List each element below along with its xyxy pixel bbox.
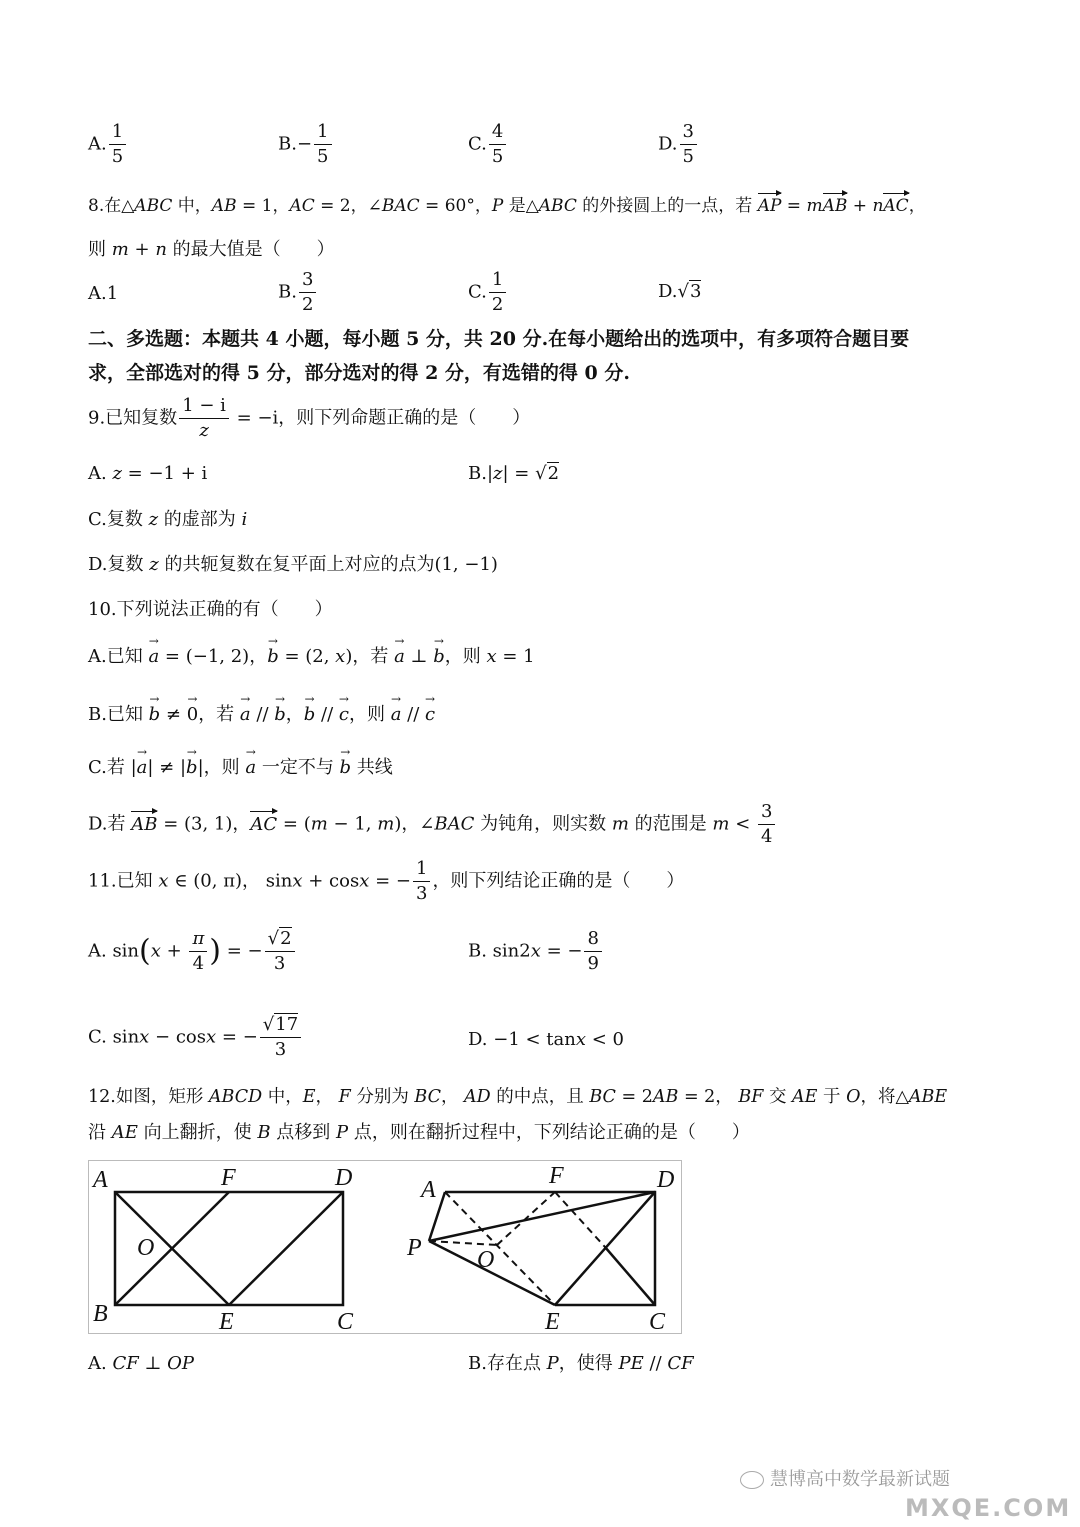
dashed-f-mid xyxy=(555,1192,605,1247)
q10-option-c: C.若 |→ a| ≠ |→ b|，则 → a 一定不与 → b 共线 xyxy=(88,759,393,777)
q7-option-b: B.− $\frac{1}{5}$ xyxy=(278,123,334,166)
wechat-icon xyxy=(740,1471,764,1489)
segment-fc xyxy=(605,1247,655,1305)
q12-option-b: B.存在点 P，使得 PE // CF xyxy=(468,1353,694,1374)
q9-option-a: A. z = −1 + i xyxy=(88,463,208,484)
q9-stem: 9.已知复数 $\frac{1 - i}{z}$ = −i，则下列命题正确的是（ ） xyxy=(88,395,531,441)
label-o-right: O xyxy=(477,1247,495,1273)
q7-option-a: A. $\frac{1}{5}$ xyxy=(88,123,128,166)
label-o-left: O xyxy=(137,1235,155,1261)
q8-option-b: B. $\frac{3}{2}$ xyxy=(278,271,318,314)
label-b-left: B xyxy=(93,1301,108,1327)
label-d-left: D xyxy=(335,1165,353,1191)
q11-stem: 11.已知 x ∈ (0, π)， sinx + cosx = − $\frac{1}{3}$ ，则下列结论正确的是（ ） xyxy=(88,858,685,904)
section2-heading-line2: 求，全部选对的得 5 分，部分选对的得 2 分，有选错的得 0 分. xyxy=(88,362,630,384)
label-c-right: C xyxy=(649,1309,666,1333)
segment-ed xyxy=(229,1192,343,1305)
section2-heading-line1: 二、多选题：本题共 4 小题，每小题 5 分，共 20 分.在每小题给出的选项中，有多项符合题目要 xyxy=(88,328,910,350)
site-logo-watermark: MXQE.COM xyxy=(905,1494,1072,1522)
label-f-left: F xyxy=(221,1165,236,1191)
wechat-watermark: 慧博高中数学最新试题 xyxy=(740,1465,950,1491)
q8-option-a: A.1 xyxy=(88,283,119,304)
q10-option-a: A.已知 → a = (−1, 2)，→ b = (2, x)，若 → a ⊥ → b，则 x = 1 xyxy=(88,648,535,666)
label-e-left: E xyxy=(219,1309,234,1333)
q12-figure xyxy=(88,1160,682,1334)
q12-stem-line1: 12.如图，矩形 ABCD 中，E， F 分别为 BC， AD 的中点，且 BC = 2AB = 2， BF 交 AE 于 O，将△ABE xyxy=(88,1087,948,1107)
dashed-po xyxy=(429,1241,497,1245)
dashed-ae xyxy=(445,1192,555,1305)
q8-option-d: D.√3 xyxy=(658,281,702,302)
q8-stem-line2: 则 m + n 的最大值是（ ） xyxy=(88,239,335,260)
segment-pd xyxy=(429,1192,655,1241)
q9-option-c: C.复数 z 的虚部为 i xyxy=(88,509,248,530)
q12-stem-line2: 沿 AE 向上翻折，使 B 点移到 P 点，则在翻折过程中，下列结论正确的是（ ） xyxy=(88,1122,750,1143)
label-a-right: A xyxy=(421,1177,436,1203)
q11-option-b: B. sin2x = − $\frac{8}{9}$ xyxy=(468,930,604,973)
q12-option-a: A. CF ⊥ OP xyxy=(88,1353,194,1374)
q11-option-a: A. sin(x + $\frac{\pi}{4}$ ) = − $\frac{√2}{3}$ xyxy=(88,930,297,973)
dashed-of xyxy=(497,1192,555,1245)
q10-option-b: B.已知 → b ≠ → 0，若 → a // → b，→ b // → c，则 → a // → c xyxy=(88,706,435,724)
label-c-left: C xyxy=(337,1309,354,1333)
label-a-left: A xyxy=(93,1167,108,1193)
q8-option-c: C. $\frac{1}{2}$ xyxy=(468,271,508,314)
label-p-right: P xyxy=(407,1235,422,1261)
q8-stem-line1: 8.在△ABC 中，AB = 1，AC = 2，∠BAC = 60°，P 是△ABC 的外接圆上的一点，若 AP = mAB + nAC， xyxy=(88,196,926,216)
label-d-right: D xyxy=(657,1167,675,1193)
q7-option-d: D. $\frac{3}{5}$ xyxy=(658,123,699,166)
q9-option-b: B.|z| = √2 xyxy=(468,463,560,484)
q10-stem: 10.下列说法正确的有（ ） xyxy=(88,599,333,620)
q10-option-d: D.若 AB = (3, 1)，AC = (m − 1, m)，∠BAC 为钝角，则实数 m 的范围是 m < $\frac{3}{4}$ xyxy=(88,803,777,846)
q11-option-d: D. −1 < tanx < 0 xyxy=(468,1029,624,1050)
q11-option-c: C. sinx − cosx = − $\frac{√17}{3}$ xyxy=(88,1016,303,1059)
right-folded-figure xyxy=(429,1192,655,1305)
label-e-right: E xyxy=(545,1309,560,1333)
q7-option-c: C. $\frac{4}{5}$ xyxy=(468,123,508,166)
q12-figure-svg xyxy=(89,1161,681,1333)
q9-option-d: D.复数 z 的共轭复数在复平面上对应的点为(1, −1) xyxy=(88,554,498,575)
label-f-right: F xyxy=(549,1163,564,1189)
